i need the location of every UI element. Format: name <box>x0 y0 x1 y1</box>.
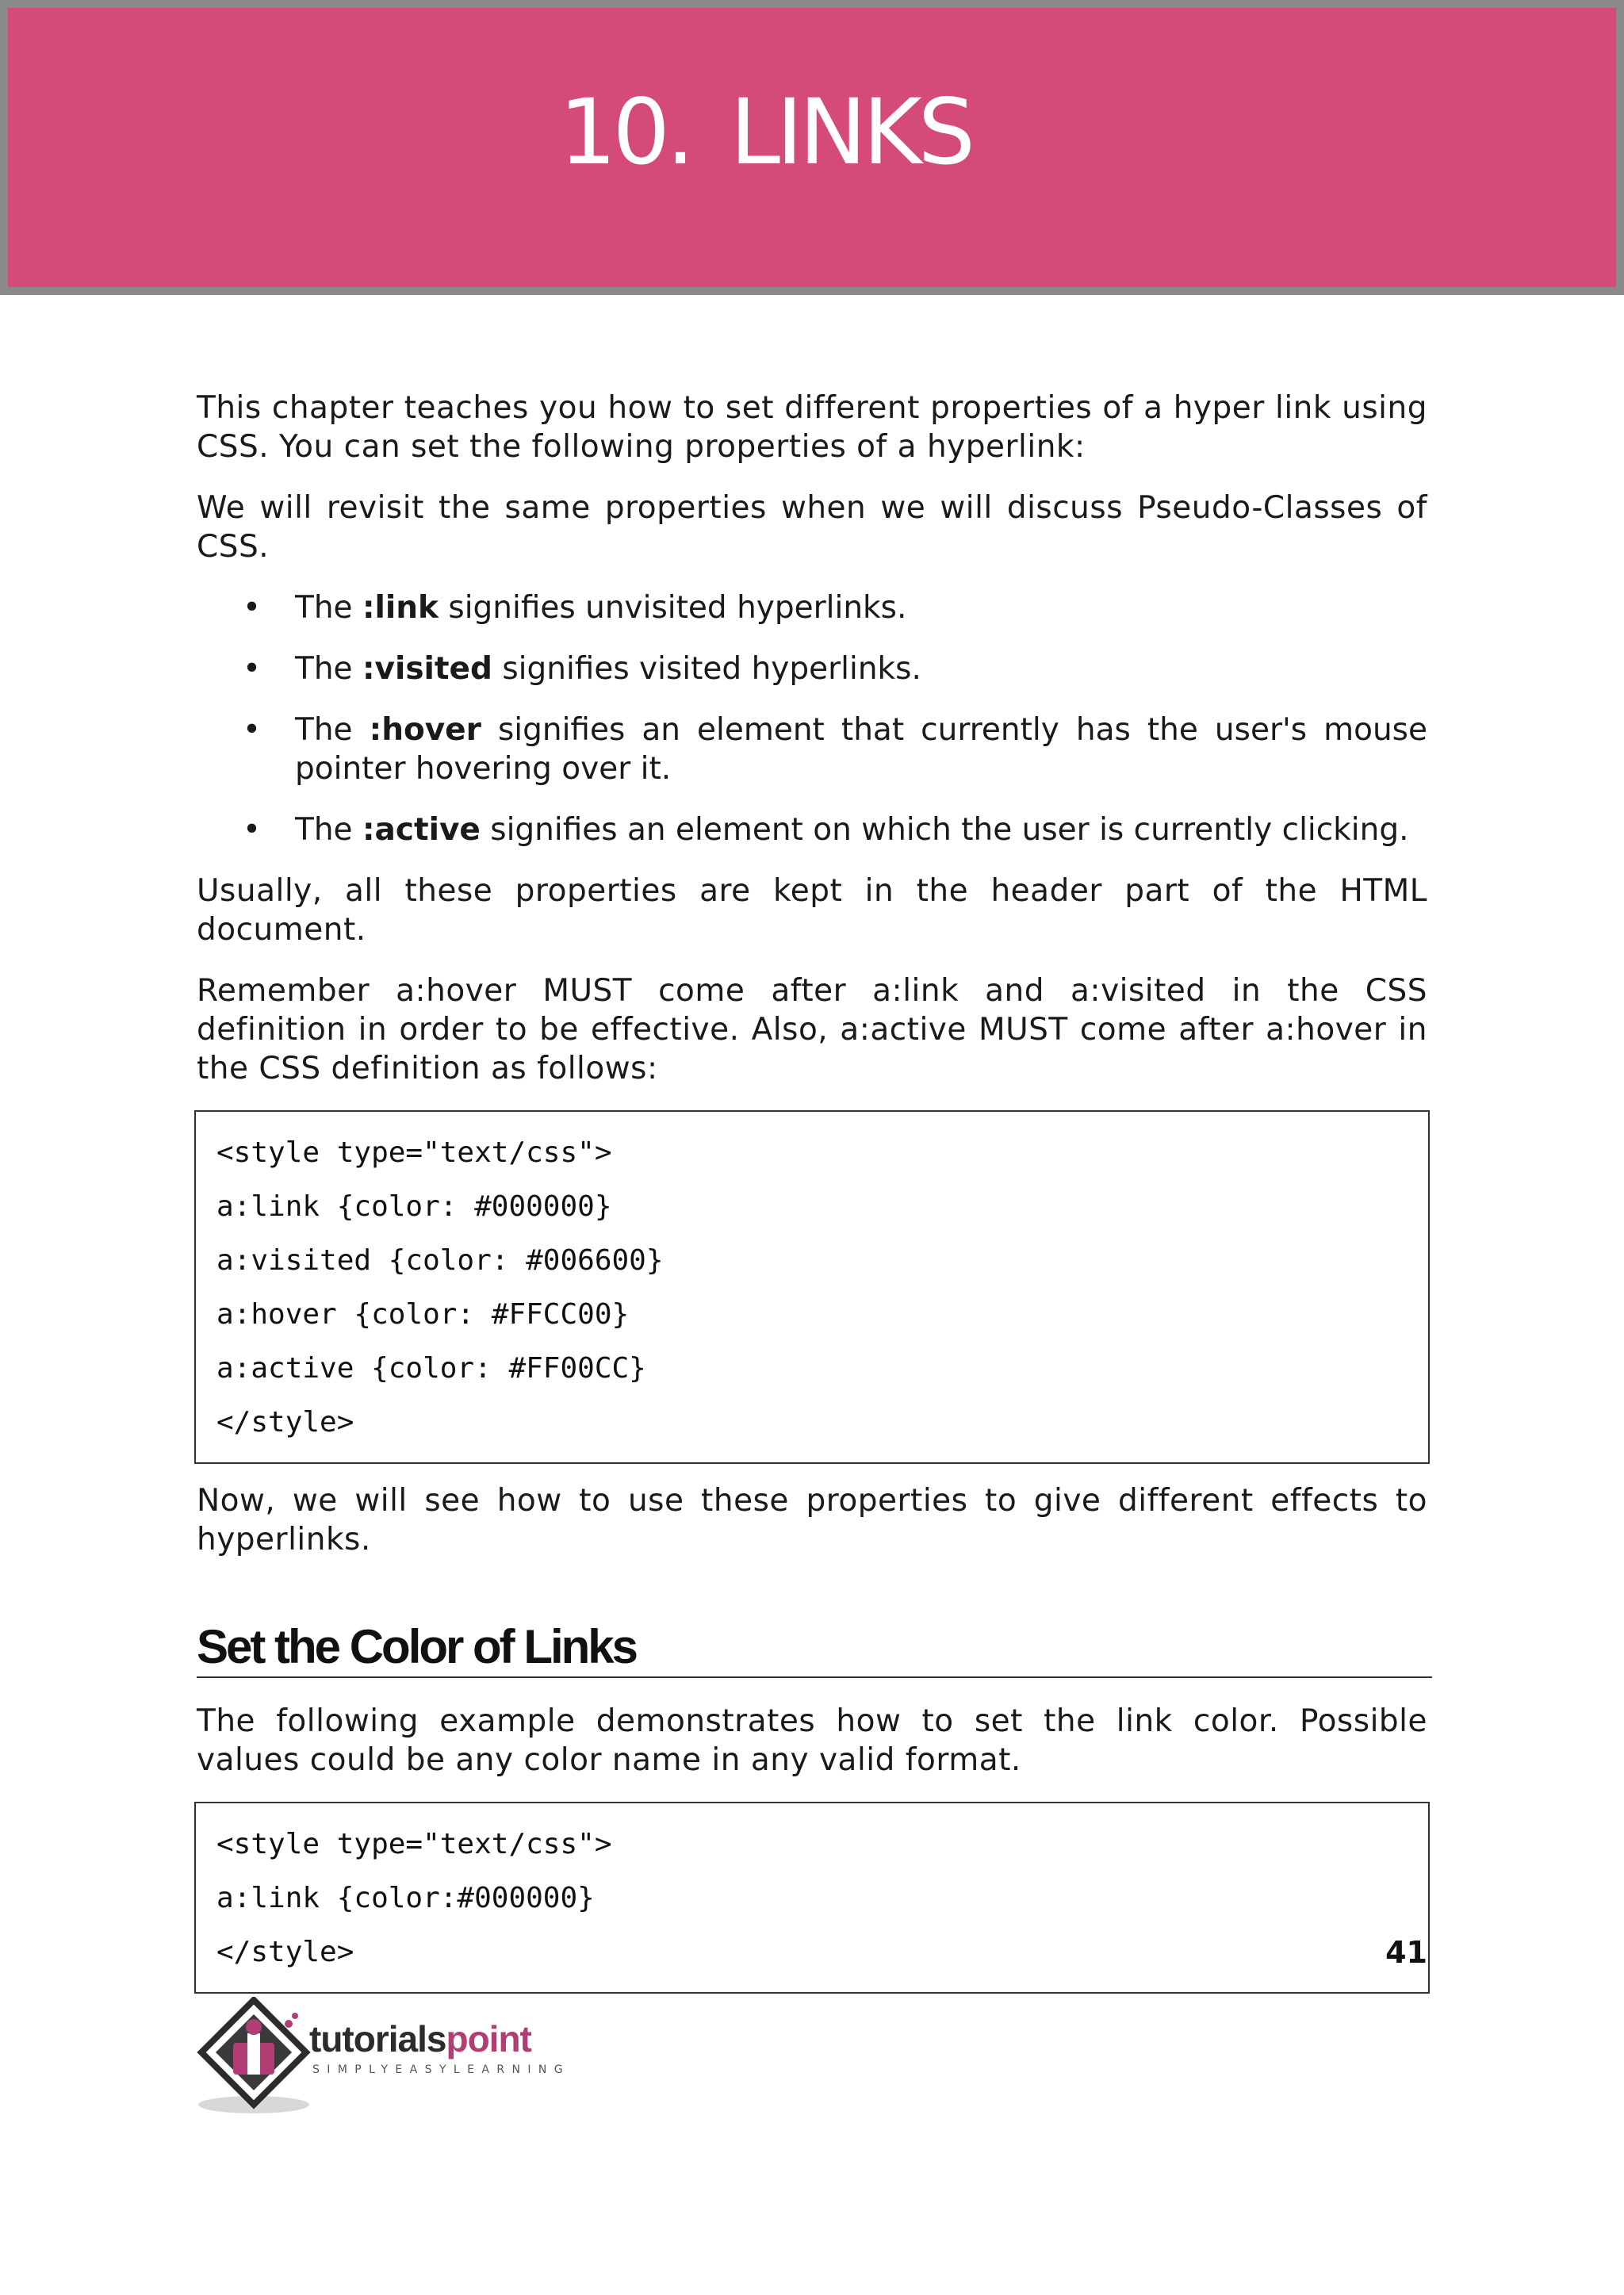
bullet-icon: • <box>243 812 262 848</box>
pseudo-class-list <box>197 588 1427 849</box>
section-paragraph: The following example demonstrates how to set the link color. Possible values could be any color name in any valid format. <box>197 1703 1427 1778</box>
list-item-keyword: :link <box>362 590 439 626</box>
list-item-text: signifies visited hyperlinks. <box>492 651 921 687</box>
list-item-text: signifies an element that currently has the user's mouse pointer hovering over it. <box>295 712 1427 787</box>
intro-paragraph-2: We will revisit the same properties when we will discuss Pseudo-Classes of CSS. <box>197 490 1427 565</box>
bullet-icon: • <box>243 651 262 687</box>
list-item-text: signifies an element on which the user is currently clicking. <box>480 812 1409 848</box>
tutorialspoint-logo <box>195 1997 607 2116</box>
list-item-prefix: The <box>295 812 362 848</box>
body-paragraph-4: Remember a:hover MUST come after a:link and a:visited in the CSS definition in order to be effective. Also, a:active MUST come after a:hover in the CSS definition as follows: <box>197 973 1427 1086</box>
list-item <box>197 649 1427 688</box>
list-item-prefix: The <box>295 590 362 626</box>
code-line: </style> <box>216 1936 354 1968</box>
list-item <box>197 810 1427 849</box>
bullet-icon: • <box>243 712 262 748</box>
list-item <box>197 588 1427 627</box>
chapter-title: 10. LINKS <box>558 79 972 185</box>
logo-tagline: SIMPLYEASYLEARNING <box>312 2063 570 2076</box>
list-item <box>197 711 1427 788</box>
section-heading: Set the Color of Links <box>197 1621 1432 1678</box>
list-item-keyword: :active <box>362 812 481 848</box>
code-block-1 <box>194 1110 1430 1464</box>
logo-diamond-icon <box>195 1997 322 2116</box>
logo-brand-part2: point <box>446 2018 531 2059</box>
code-line: a:link {color:#000000} <box>216 1882 595 1914</box>
intro-paragraph-1: This chapter teaches you how to set different properties of a hyper link using CSS. You can set the following properties of a hyperlink: <box>197 390 1427 465</box>
bullet-icon: • <box>243 590 262 626</box>
code-line: <style type="text/css"> <box>216 1136 612 1169</box>
code-block-2 <box>194 1802 1430 1994</box>
body-paragraph-5: Now, we will see how to use these properties to give different effects to hyperlinks. <box>197 1483 1427 1557</box>
code-line: <style type="text/css"> <box>216 1828 612 1860</box>
logo-brand-part1: tutorials <box>309 2018 446 2059</box>
page-content <box>197 389 1427 2011</box>
logo-brand-text <box>309 2018 531 2059</box>
code-line: a:visited {color: #006600} <box>216 1244 664 1277</box>
body-paragraph-3: Usually, all these properties are kept in the header part of the HTML document. <box>197 873 1427 948</box>
list-item-text: signifies unvisited hyperlinks. <box>438 590 907 626</box>
code-line: </style> <box>216 1406 354 1439</box>
code-line: a:link {color: #000000} <box>216 1190 612 1223</box>
list-item-prefix: The <box>295 651 362 687</box>
chapter-header <box>0 0 1624 295</box>
code-line: a:hover {color: #FFCC00} <box>216 1298 630 1331</box>
page-number: 41 <box>1385 1935 1427 1970</box>
list-item-keyword: :visited <box>362 651 492 687</box>
code-line: a:active {color: #FF00CC} <box>216 1352 646 1385</box>
list-item-keyword: :hover <box>369 712 481 748</box>
list-item-prefix: The <box>295 712 370 748</box>
